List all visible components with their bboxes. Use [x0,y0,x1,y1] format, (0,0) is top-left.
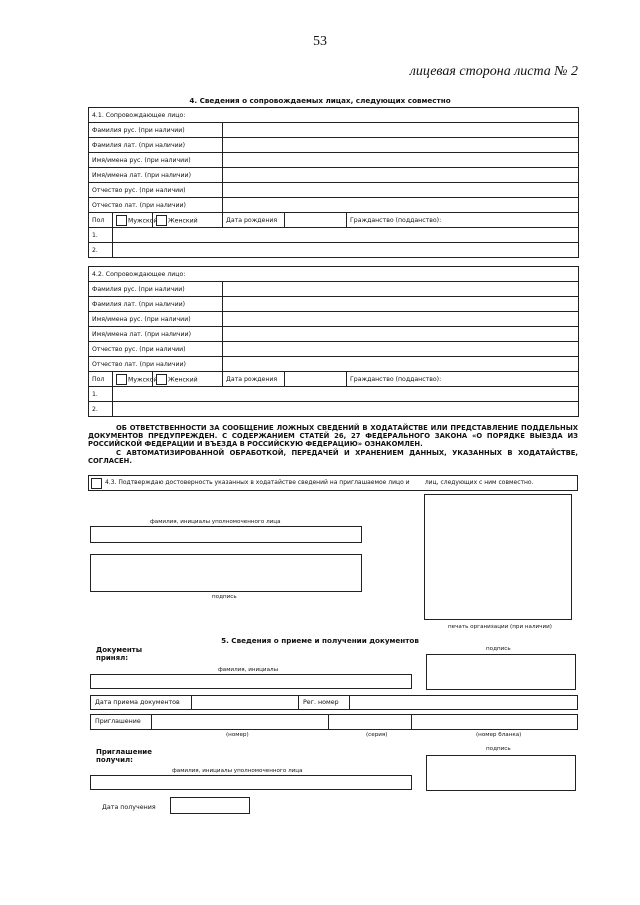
person-table-2 [88,266,579,417]
sex-label: Пол [89,372,113,387]
birth-label: Дата рождения [223,372,285,387]
field-input[interactable] [223,183,579,198]
male-checkbox[interactable] [116,215,127,226]
reg-number-label: Рег. номер [303,699,339,706]
date-received-label: Дата приема документов [95,699,180,706]
birth-label: Дата рождения [223,213,285,228]
liability-notice [88,424,578,465]
section4-title: 4. Сведения о сопровождаемых лицах, следующих совместно [189,96,451,105]
received-label: Документы принял: [96,646,143,662]
sheet-label: лицевая сторона листа № 2 [409,64,578,79]
sex-label: Пол [89,213,113,228]
field-label: Отчество рус. (при наличии) [89,342,223,357]
field-label: Имя/имена лат. (при наличии) [89,168,223,183]
person-header: 4.1. Сопровождающее лицо: [89,108,579,123]
field-input[interactable] [223,357,579,372]
recipient-name-input[interactable] [90,775,412,790]
row-input[interactable] [113,402,579,417]
receiver-name-label: фамилия, инициалы [218,667,278,673]
invitation-number-input[interactable] [152,715,328,729]
invitation-label: Приглашение [95,718,141,725]
field-input[interactable] [223,312,579,327]
row-number: 1. [89,228,113,243]
sex-male[interactable]: Мужской [113,372,153,387]
receiver-name-input[interactable] [90,674,412,689]
consent-notice-text: С АВТОМАТИЗИРОВАННОЙ ОБРАБОТКОЙ, ПЕРЕДАЧЕЙ И ХРАНЕНИЕМ ДАННЫХ, УКАЗАННЫХ В ХОДАТАЙСТВЕ, СОГЛАСЕН. [88,448,578,465]
birth-input[interactable] [285,372,347,387]
signature-box[interactable] [90,554,362,592]
field-input[interactable] [223,297,579,312]
row-input[interactable] [113,387,579,402]
date-reg-row [90,695,578,710]
field-label: Фамилия рус. (при наличии) [89,123,223,138]
auth-person-input[interactable] [90,526,362,543]
invitation-row [90,714,578,730]
stamp-box[interactable] [424,494,572,620]
invitation-series-input[interactable] [329,715,411,729]
field-input[interactable] [223,282,579,297]
signature-label: подпись [212,594,237,600]
row-number: 2. [89,243,113,258]
person-table-1 [88,107,579,258]
field-label: Имя/имена лат. (при наличии) [89,327,223,342]
form-number-label: (номер бланка) [476,732,522,738]
date-obtained-label: Дата получения [102,804,156,811]
row-number: 2. [89,402,113,417]
page-number: 53 [313,34,327,49]
field-label: Имя/имена рус. (при наличии) [89,312,223,327]
field-input[interactable] [223,342,579,357]
field-input[interactable] [223,138,579,153]
field-label: Отчество рус. (при наличии) [89,183,223,198]
stamp-label: печать организации (при наличии) [448,624,552,630]
field-label: Отчество лат. (при наличии) [89,357,223,372]
field-label: Фамилия рус. (при наличии) [89,282,223,297]
invitation-received-label: Приглашение получил: [96,748,152,764]
citizenship-label: Гражданство (подданство): [347,213,579,228]
divider [298,696,299,709]
invitation-form-number-input[interactable] [412,715,577,729]
sex-female[interactable]: Женский [153,372,223,387]
citizenship-label: Гражданство (подданство): [347,372,579,387]
signature-label-2: подпись [486,746,511,752]
row-number: 1. [89,387,113,402]
recipient-name-label: фамилия, инициалы уполномоченного лица [172,768,303,774]
signature-label-1: подпись [486,646,511,652]
receiver-signature-box[interactable] [426,654,576,690]
field-label: Имя/имена рус. (при наличии) [89,153,223,168]
row-input[interactable] [113,228,579,243]
section5-title: 5. Сведения о приеме и получении документов [221,636,419,645]
birth-input[interactable] [285,213,347,228]
auth-person-label: фамилия, инициалы уполномоченного лица [150,519,281,525]
field-label: Фамилия лат. (при наличии) [89,297,223,312]
liability-notice-text: ОБ ОТВЕТСТВЕННОСТИ ЗА СООБЩЕНИЕ ЛОЖНЫХ СВЕДЕНИЙ В ХОДАТАЙСТВЕ ИЛИ ПРЕДСТАВЛЕНИЕ ПОДДЕЛЬНЫХ ДОКУМЕНТОВ ПРЕДУПРЕЖДЕН. С СОДЕРЖАНИЕМ СТАТЕЙ 26, 27 ФЕДЕРАЛЬНОГО ЗАКОНА «О ПОРЯДКЕ ВЫЕЗДА ИЗ РОССИЙСКОЙ ФЕДЕРАЦИИ И ВЪЕЗДА В РОССИЙСКУЮ ФЕДЕРАЦИЮ» ОЗНАКОМЛЕН. [88,424,578,449]
male-checkbox[interactable] [116,374,127,385]
female-checkbox[interactable] [156,374,167,385]
confirm-checkbox[interactable] [91,478,102,489]
reg-number-input[interactable] [350,696,577,709]
sex-male[interactable]: Мужской [113,213,153,228]
number-label: (номер) [226,732,249,738]
date-received-input[interactable] [192,696,298,709]
field-label: Фамилия лат. (при наличии) [89,138,223,153]
female-checkbox[interactable] [156,215,167,226]
person-header: 4.2. Сопровождающее лицо: [89,267,579,282]
confirm-row [88,475,578,491]
date-obtained-input[interactable] [170,797,250,814]
field-input[interactable] [223,168,579,183]
field-input[interactable] [223,327,579,342]
field-input[interactable] [223,198,579,213]
recipient-signature-box[interactable] [426,755,576,791]
field-input[interactable] [223,153,579,168]
sex-female[interactable]: Женский [153,213,223,228]
field-label: Отчество лат. (при наличии) [89,198,223,213]
field-input[interactable] [223,123,579,138]
confirm-text: 4.3. Подтверждаю достоверность указанных в ходатайстве сведений на приглашаемое лицо и лиц, следующих с ним совместно. [105,479,534,486]
row-input[interactable] [113,243,579,258]
series-label: (серия) [366,732,388,738]
